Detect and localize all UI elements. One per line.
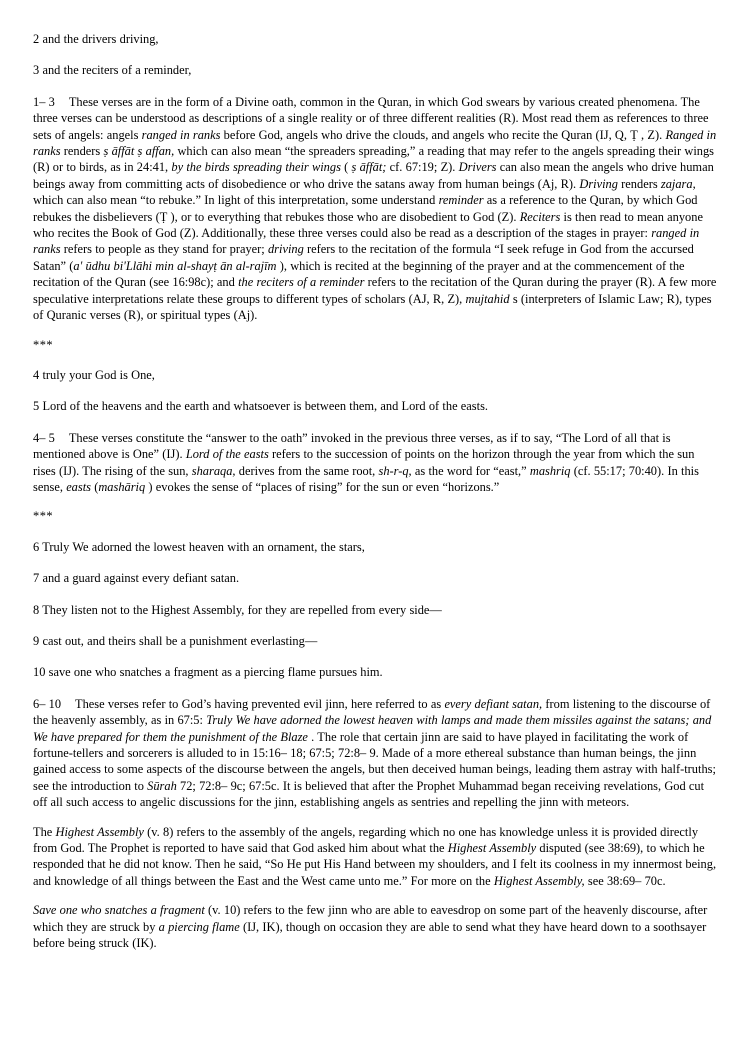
verse-line-4: 4 truly your God is One, bbox=[33, 367, 155, 382]
italic-phrase: ṣ āffāt ṣ affan, bbox=[103, 144, 175, 159]
italic-phrase: Highest Assembly bbox=[55, 824, 144, 839]
italic-phrase: easts bbox=[66, 479, 91, 494]
italic-phrase: mujtahid bbox=[465, 291, 510, 306]
italic-phrase: Lord of the easts bbox=[185, 447, 269, 462]
verse-line-10: 10 save one who snatches a fragment as a piercing flame pursues him. bbox=[33, 665, 383, 680]
commentary-range-4-5: 4– 5 bbox=[33, 430, 55, 445]
section-separator-2: *** bbox=[33, 509, 54, 524]
italic-phrase: ṣ āffāt; bbox=[351, 160, 387, 175]
italic-phrase: a piercing flame bbox=[158, 919, 240, 934]
verse-line-3: 3 and the reciters of a reminder, bbox=[33, 63, 192, 78]
italic-phrase: Ranged in ranks bbox=[33, 127, 717, 159]
commentary-paragraph-save-one: Save one who snatches a fragment (v. 10) refers to the few jinn who are able to eavesdrop on some part of the heavenly discourse, after which they are struck by a piercing flame (IJ, IK), though on occasion they are able to send what they have heard down to a soothsayer before being struck (IK). bbox=[33, 903, 708, 951]
italic-phrase: Truly We have adorned the lowest heaven with lamps and made them missiles against the satans; and We have prepared for them the punishment of the Blaze bbox=[33, 713, 712, 744]
italic-phrase: Save one who snatches a fragment bbox=[33, 903, 205, 918]
italic-phrase: the reciters of a reminder bbox=[238, 275, 365, 290]
italic-phrase: reminder bbox=[438, 193, 484, 208]
verse-line-8: 8 They listen not to the Highest Assembly, for they are repelled from every side— bbox=[33, 602, 442, 617]
italic-phrase: Sūrah bbox=[147, 778, 177, 793]
italic-phrase: sh-r-q, bbox=[378, 463, 412, 478]
italic-phrase: a' ūdhu bi'Llāhi min al-shayṭ ān al-rajīm bbox=[73, 258, 277, 273]
verse-line-2: 2 and the drivers driving, bbox=[33, 32, 159, 46]
commentary-paragraph-highest-assembly: The Highest Assembly (v. 8) refers to the assembly of the angels, regarding which no one has knowledge unless it is provided directly from God. The Prophet is reported to have said that God asked him about what the Highest Assembly disputed (see 38:69), to which he responded that he did not know. Then he said, “So He put His Hand between my shoulders, and I felt its coolness in my innermost being, and knowledge of all things between the East and the West came unto me.” For more on the Highest Assembly, see 38:69– 70c. bbox=[33, 824, 717, 888]
italic-phrase: every defiant satan, bbox=[444, 696, 543, 711]
italic-phrase: ranged in ranks bbox=[141, 127, 221, 142]
italic-phrase: mashāriq bbox=[98, 479, 146, 494]
verse-line-7: 7 and a guard against every defiant satan. bbox=[33, 571, 240, 586]
commentary-paragraph-4-5: 4– 5 These verses constitute the “answer to the oath” invoked in the previous three verses, as if to say, “The Lord of all that is mentioned above is One” (IJ). Lord of the easts refers to the succession of points on the horizon through the year from which the sun rises (IJ). The rising of the sun, sharaqa, derives from the same root, sh-r-q, as the word for “east,” mashriq (cf. 55:17; 70:40). In this sense, easts (mashāriq ) evokes the sense of “places of rising” for the sun or even “horizons.” bbox=[33, 430, 699, 494]
verse-line-5: 5 Lord of the heavens and the earth and whatsoever is between them, and Lord of the easts. bbox=[33, 399, 488, 414]
italic-phrase: Highest Assembly bbox=[447, 841, 537, 856]
commentary-paragraph-6-10: 6– 10 These verses refer to God’s having prevented evil jinn, here referred to as every defiant satan, from listening to the discourse of the heavenly assembly, as in 67:5: Truly We have adorned the lowest heaven with lamps and made them missiles against the satans; and We have prepared for them the punishment of the Blaze . The role that certain jinn are said to have played in facilitating the work of fortune-tellers and sorcerers is alluded to in 15:16– 18; 67:5; 72:8– 9. Made of a more ethereal substance than human beings, the jinn gained access to some aspects of the discourse between the angels, but then deceived human beings, leading them astray with half-truths; see the introduction to Sūrah 72; 72:8– 9c; 67:5c. It is believed that after the Prophet Muhammad began receiving revelations, God cut off all such access to angelic discussions for the jinn, establishing angels as sentries and repelling the jinn with meteors. bbox=[33, 696, 716, 810]
italic-phrase: by the birds spreading their wings bbox=[171, 160, 341, 175]
section-separator-1: *** bbox=[33, 337, 54, 352]
italic-phrase: Drivers bbox=[458, 160, 497, 175]
verse-line-6: 6 Truly We adorned the lowest heaven with an ornament, the stars, bbox=[33, 539, 365, 554]
commentary-range-1-3: 1– 3 bbox=[33, 94, 55, 109]
italic-phrase: ranged in ranks bbox=[33, 226, 700, 257]
commentary-paragraph-1-3: 1– 3 These verses are in the form of a Divine oath, common in the Quran, in which God swears by various created phenomena. The three verses can be understood as descriptions of a single reality or of three different realities (R). Most read them as references to three sets of angels: angels ranged in ranks before God, angels who drive the clouds, and angels who recite the Quran (IJ, Q, Ṭ , Z). Ranged in ranks renders ṣ āffāt ṣ affan, which can also mean “the spreaders spreading,” a reading that may refer to the angels spreading their wings (R) or to birds, as in 24:41, by the birds spreading their wings ( ṣ āffāt; cf. 67:19; Z). Drivers can also mean the angels who drive human beings away from committing acts of disobedience or who drive the satans away from human beings (Aj, R). Driving renders zajara, which can also mean “to rebuke.” In light of this interpretation, some understand reminder as a reference to the Quran, by which God rebukes the disbelievers (Ṭ ), or to everything that rebukes those who are disobedient to God (Z). Reciters is then read to mean anyone who recites the Book of God (Z). Additionally, these three verses could also be read as a description of the stages in prayer: ranged in ranks refers to people as they stand for prayer; driving refers to the recitation of the formula “I seek refuge in God from the accursed Satan” (a' ūdhu bi'Llāhi min al-shayṭ ān al-rajīm ), which is recited at the beginning of the prayer and at the commencement of the recitation of the Quran (see 16:98c); and the reciters of a reminder refers to the recitation of the Quran during the prayer (R). A few more speculative interpretations relate these groups to different types of scholars (AJ, R, Z), mujtahid s (interpreters of Islamic Law; R), types of Quranic verses (R), or spiritual types (Aj). bbox=[33, 94, 717, 323]
verse-line-9: 9 cast out, and theirs shall be a punishment everlasting— bbox=[33, 633, 318, 648]
italic-phrase: zajara, bbox=[660, 176, 696, 191]
italic-phrase: Highest Assembly, bbox=[493, 873, 585, 888]
italic-phrase: driving bbox=[267, 242, 304, 257]
commentary-range-6-10: 6– 10 bbox=[33, 696, 62, 711]
italic-phrase: Driving bbox=[579, 176, 618, 191]
italic-phrase: Reciters bbox=[519, 209, 561, 224]
italic-phrase: mashriq bbox=[529, 463, 571, 478]
italic-phrase: sharaqa, bbox=[191, 463, 236, 478]
